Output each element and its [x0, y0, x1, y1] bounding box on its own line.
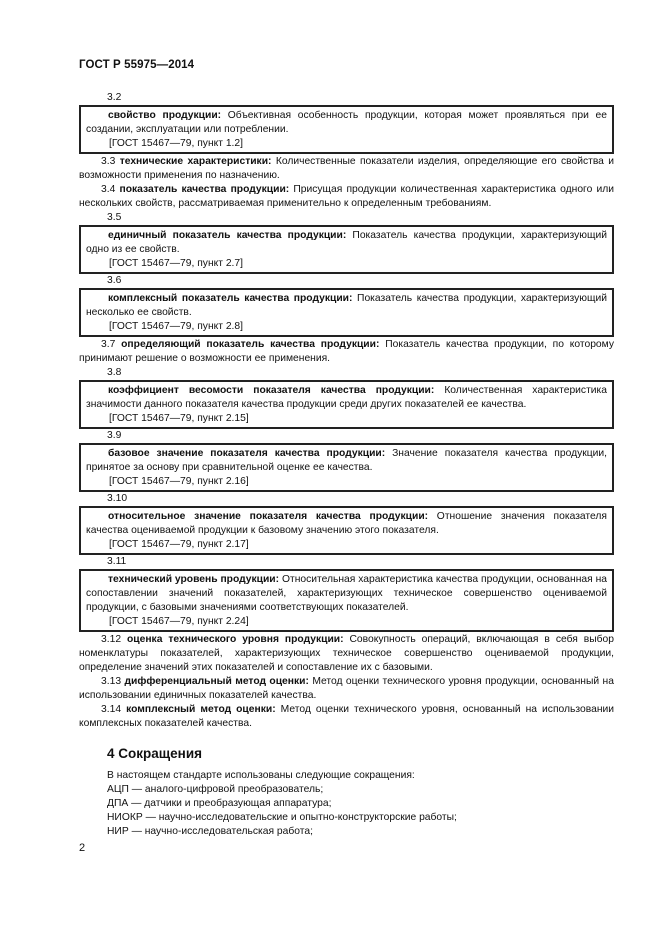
- page-number: 2: [79, 842, 86, 854]
- term-number: 3.5: [107, 212, 122, 223]
- section-intro: В настоящем стандарте использованы следующие сокращения:: [107, 770, 415, 781]
- abbreviation-item: ДПА — датчики и преобразующая аппаратура;: [107, 798, 332, 809]
- term-name: относительное значение показателя качества продукции:: [108, 511, 429, 522]
- term-3-4: 3.4 показатель качества продукции: Присущая продукции количественная характеристика одного или нескольких свойств, рассматриваемая применительно к определенным требованиям.: [79, 184, 614, 209]
- term-name: оценка технического уровня продукции:: [126, 634, 344, 645]
- section-heading: 4 Сокращения: [107, 746, 202, 761]
- term-definition: свойство продукции: Объективная особенность продукции, которая может проявляться при ее создании, эксплуатации или потреблении.: [86, 110, 607, 135]
- term-name: комплексный метод оценки:: [126, 704, 276, 715]
- term-reference: [ГОСТ 15467—79, пункт 1.2]: [109, 138, 244, 149]
- term-box: [79, 225, 614, 274]
- term-name: технический уровень продукции:: [108, 574, 280, 585]
- term-definition: единичный показатель качества продукции: Показатель качества продукции, характеризующий одно из ее свойств.: [86, 230, 608, 255]
- term-box: [79, 380, 614, 429]
- term-3-10: [79, 492, 614, 555]
- term-3-5: [79, 211, 614, 274]
- term-number: 3.11: [107, 556, 127, 567]
- term-definition: коэффициент весомости показателя качества продукции: Количественная характеристика значимости данного показателя качества продукции среди других показателей ее качества.: [86, 385, 607, 410]
- term-reference: [ГОСТ 15467—79, пункт 2.15]: [109, 413, 249, 424]
- term-name: дифференциальный метод оценки:: [124, 676, 309, 687]
- term-box: [79, 443, 614, 492]
- term-number: 3.6: [107, 275, 122, 286]
- term-box: [79, 569, 614, 632]
- term-name: коэффициент весомости показателя качества продукции:: [108, 385, 435, 396]
- term-3-3: 3.3 технические характеристики: Количественные показатели изделия, определяющие его свойства и возможности применения по назначению.: [79, 156, 614, 181]
- document-header: ГОСТ Р 55975—2014: [79, 59, 195, 71]
- document-body: [79, 91, 614, 839]
- term-number: 3.10: [107, 493, 128, 504]
- term-reference: [ГОСТ 15467—79, пункт 2.8]: [109, 321, 244, 332]
- term-definition: комплексный показатель качества продукции: Показатель качества продукции, характеризующий несколько ее свойств.: [86, 293, 608, 318]
- term-name: единичный показатель качества продукции:: [108, 230, 347, 241]
- term-3-12: 3.12 оценка технического уровня продукции: Совокупность операций, включающая в себя выбор номенклатуры показателей, характеризующих техническое совершенство оцениваемой продукции, определение значений этих показателей и сопоставление их с базовыми.: [79, 634, 614, 673]
- term-box: [79, 506, 614, 555]
- term-number: 3.2: [107, 92, 122, 103]
- term-3-8: [79, 366, 614, 429]
- term-number: 3.9: [107, 430, 122, 441]
- term-reference: [ГОСТ 15467—79, пункт 2.17]: [109, 539, 249, 550]
- term-reference: [ГОСТ 15467—79, пункт 2.16]: [109, 476, 249, 487]
- term-reference: [ГОСТ 15467—79, пункт 2.7]: [109, 258, 244, 269]
- term-number: 3.8: [107, 367, 122, 378]
- abbreviation-item: НИОКР — научно-исследовательские и опытно-конструкторские работы;: [107, 812, 457, 823]
- term-3-9: [79, 429, 614, 492]
- term-name: показатель качества продукции:: [119, 184, 290, 195]
- term-3-14: 3.14 комплексный метод оценки: Метод оценки технического уровня, основанный на использовании комплексных показателей качества.: [79, 704, 615, 729]
- abbreviation-item: НИР — научно-исследовательская работа;: [107, 826, 313, 837]
- term-3-7: 3.7 определяющий показатель качества продукции: Показатель качества продукции, по которому принимают решение о возможности ее применения.: [79, 339, 614, 364]
- term-definition: технический уровень продукции: Относительная характеристика качества продукции, основанная на сопоставлении значений показателей, характеризующих техническое совершенство оцениваемой продукции, с базовыми значениями соответствующих показателей.: [86, 574, 607, 613]
- term-reference: [ГОСТ 15467—79, пункт 2.24]: [109, 616, 249, 627]
- term-box: [79, 288, 614, 337]
- term-name: свойство продукции:: [108, 110, 222, 121]
- term-3-6: [79, 274, 614, 337]
- term-3-2: [79, 91, 614, 154]
- term-3-13: 3.13 дифференциальный метод оценки: Метод оценки технического уровня продукции, основанный на использовании единичных показателей качества.: [79, 676, 614, 701]
- term-definition: относительное значение показателя качества продукции: Отношение значения показателя качества оцениваемой продукции к базовому значению этого показателя.: [86, 511, 607, 536]
- term-name: комплексный показатель качества продукции:: [108, 293, 353, 304]
- term-name: технические характеристики:: [119, 156, 272, 167]
- term-name: базовое значение показателя качества продукции:: [108, 448, 386, 459]
- abbreviation-item: АЦП — аналого-цифровой преобразователь;: [107, 784, 324, 795]
- term-box: [79, 105, 614, 154]
- term-definition: базовое значение показателя качества продукции: Значение показателя качества продукции, принятое за основу при сравнительной оценке ее качества.: [86, 448, 607, 473]
- term-3-11: [79, 555, 614, 632]
- term-name: определяющий показатель качества продукции:: [121, 339, 380, 350]
